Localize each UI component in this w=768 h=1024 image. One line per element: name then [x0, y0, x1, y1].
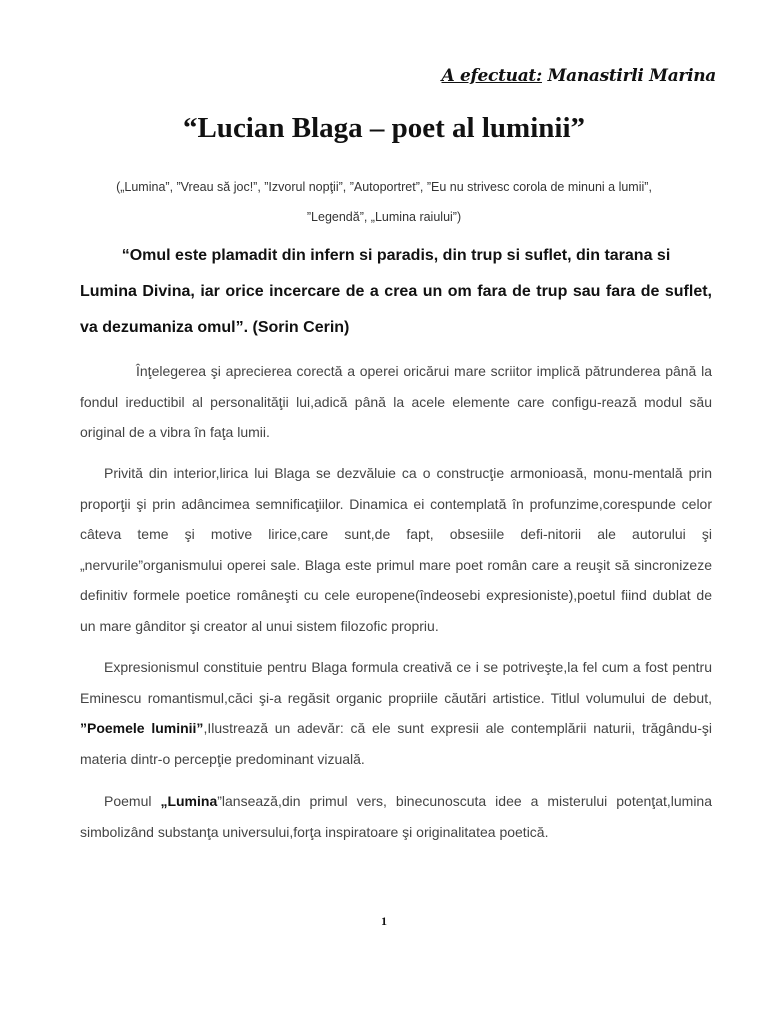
volume-title: ”Poemele luminii”	[80, 720, 204, 736]
poem-title: „Lumina	[160, 793, 218, 809]
paragraph-2: Privită din interior,lirica lui Blaga se dezvăluie ca o construcţie armonioasă, monu-mentală prin proporţii şi prin adâncimea semnificaţiilor. Dinamica ei contemplată în profunzime,corespunde celor câteva teme şi motive lirice,care sunt,de fapt, obsesiile defi-nitorii ale autorului şi „nervurile”organismului operei sale. Blaga este primul mare poet român care a reuşit să sincronizeze definitiv formele poetice româneşti cu cele europene(îndeosebi expresioniste),poetul fiind dublat de un mare gânditor şi creator al unui sistem filozofic propriu.	[80, 465, 712, 634]
page-number: 1	[381, 914, 387, 928]
paragraph-4	[80, 786, 712, 847]
author-line	[442, 66, 717, 86]
author-label: A efectuat:	[441, 66, 542, 86]
poem-list-line-1: („Lumina”, ”Vreau să joc!”, ”Izvorul nopţii”, ”Autoportret”, ”Eu nu strivesc corola de minuni a lumii”,	[116, 180, 652, 194]
paragraph-3-text-b: ,Ilustrează un adevăr: că ele sunt expresii ale contemplării naturii, trăgându-şi materia dintr-o percepţie predominant vizuală.	[80, 720, 712, 767]
paragraph-4-text-b: ”lansează,din primul vers, binecunoscuta idee a misterului potenţat,lumina simbolizând substanţa universului,forţa inspiratoare şi originalitatea poetică.	[80, 793, 712, 840]
document-title: “Lucian Blaga – poet al luminii”	[182, 112, 586, 144]
paragraph-1: Înţelegerea şi aprecierea corectă a operei oricărui mare scriitor implică pătrunderea până la fondul ireductibil al personalităţii lui,adică până la acele elemente care configu-rează modul său original de a vibra în faţa lumii.	[80, 363, 712, 440]
quote-line-1: “Omul este plamadit din infern si paradis, din trup si suflet, din tarana si	[121, 247, 671, 264]
quote-rest: Lumina Divina, iar orice incercare de a crea un om fara de trup sau fara de suflet, va dezumaniza omul”. (Sorin Cerin)	[80, 283, 712, 336]
paragraph-4-text-a: Poemul	[104, 793, 161, 809]
epigraph-quote	[80, 238, 712, 346]
poem-list	[80, 172, 688, 232]
poem-list-line-2: ”Legendă”, „Lumina raiului”)	[306, 210, 462, 224]
paragraph-3	[80, 652, 712, 774]
paragraph-3-text-a: Expresionismul constituie pentru Blaga formula creativă ce i se potriveşte,la fel cum a fost pentru Eminescu romantismul,căci şi-a regăsit organic propriile căutări artistice. Titlul volumului de debut,	[80, 659, 712, 706]
author-name: Manastirli Marina	[547, 66, 716, 86]
